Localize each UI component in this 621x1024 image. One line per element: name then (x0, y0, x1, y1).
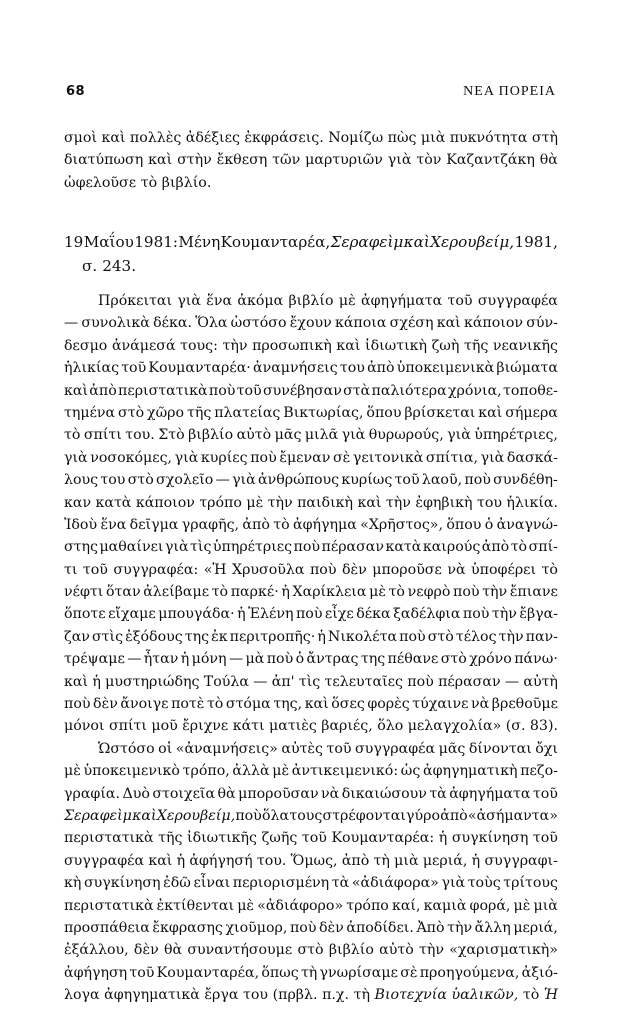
text-line: ἐξάλλου, δὲν θὰ συναντήσουμε στὸ βιβλίο αὐτὸ τὴν «χαρισματικὴ» (64, 942, 558, 959)
text-line: κὴ συγκίνηση ἐδῶ εἶναι περιορισμένη τὰ «ἀδιάφορα» γιὰ τοὺς τρίτους (64, 875, 558, 892)
text-line: προσπάθεια ἔκφρασης χιοῦμορ, ποὺ δὲν ἀποδίδει. Ἀπὸ τὴν ἄλλη μεριά, (64, 919, 558, 936)
text-line: τὸ σπίτι του. Στὸ βιβλίο αὐτὸ μᾶς μιλᾶ γιὰ θυρωρούς, γιὰ ὑπηρέτριες, (64, 427, 558, 444)
text-line: — συνολικὰ δέκα. Ὅλα ὡστόσο ἔχουν κάποια σχέση καὶ κάποιον σύν- (64, 315, 558, 332)
text-line: μόνοι σπίτι μοῦ ἔριχνε κάτι ματιὲς βαριές, ὅλο μελαγχολία» (σ. 83). (64, 718, 558, 735)
intro-paragraph (64, 127, 558, 194)
text-line: Ὡστόσο οἱ «ἀναμνήσεις» αὐτὲς τοῦ συγγραφέα μᾶς δίνονται ὄχι (98, 740, 558, 757)
text-line: ἡλικίας τοῦ Κουμανταρέα· ἀναμνήσεις του ἀπὸ ὑποκειμενικὰ βιώματα (64, 360, 558, 377)
page-number: 68 (66, 84, 86, 99)
text-line: περιστατικὰ τῆς ἰδιωτικῆς ζωῆς τοῦ Κουμανταρέα: ἡ συγκίνηση τοῦ (64, 830, 558, 847)
page-header (66, 84, 556, 104)
text-line: Πρόκειται γιὰ ἕνα ἀκόμα βιβλίο μὲ ἀφηγήματα τοῦ συγγραφέα (98, 293, 558, 309)
review-entry-heading (64, 230, 558, 278)
text-line: δεσμο ἀνάμεσά τους: τὴν προσωπικὴ καὶ ἰδιωτικὴ ζωὴ τῆς νεανικῆς (64, 337, 558, 354)
text-line: τρέψαμε — ἦταν ἡ μόνη — μὰ ποὺ ὁ ἄντρας της πέθανε στὸ χρόνο πάνω· (64, 651, 558, 668)
text-line: λους του στὸ σχολεῖο — γιὰ ἀνθρώπους κυρίως τοῦ λαοῦ, ποὺ συνδέθη- (64, 472, 558, 489)
text-line: σ. 243. (82, 257, 137, 275)
text-line: γιὰ νοσοκόμες, γιὰ κυρίες ποὺ ἔμεναν σὲ γειτονικὰ σπίτια, γιὰ δασκά- (64, 449, 558, 466)
text-line: μὲ ὑποκειμενικὸ τρόπο, ἀλλὰ μὲ ἀντικειμενικό: ὡς ἀφηγηματικὴ πεζο- (64, 763, 558, 780)
text-line: ὅποτε εἴχαμε μπουγάδα· ἡ Ἑλένη ποὺ εἶχε δέκα ξαδέλφια ποὺ τὴν ἔβγα- (64, 606, 558, 623)
text-line: καὶ ἀπὸ περιστατικὰ ποὺ τοῦ συνέβησαν στὰ παλιότερα χρόνια, τοποθε- (64, 382, 558, 399)
text-line: τι τοῦ συγγραφέα: «Ἡ Χρυσοῦλα ποὺ δὲν μποροῦσε νὰ ὑποφέρει τὸ (64, 561, 558, 578)
text-line: συγγραφέα καὶ ἡ ἀφήγησή του. Ὅμως, ἀπὸ τὴ μιὰ μεριά, ἡ συγγραφι- (64, 852, 558, 869)
text-line: καὶ ἡ μυστηριώδης Τούλα — ἀπ' τὶς τελευταῖες ποὺ πέρασαν — αὐτὴ (64, 673, 558, 690)
text-line: ζαν στὶς ἐξόδους της ἐκ περιτροπῆς· ἡ Νικολέτα ποὺ στὸ τέλος τὴν παν- (64, 628, 558, 645)
text-line: Ἰδοὺ ἕνα δεῖγμα γραφῆς, ἀπὸ τὸ ἀφήγημα «Χρῆστος», ὅπου ὁ ἀναγνώ- (64, 516, 558, 533)
text-line: λογα ἀφηγηματικὰ ἔργα του (πρβλ. π.χ. τὴ Βιοτεχνία ὑαλικῶν, τὸ Ἡ (64, 987, 558, 1004)
text-line: νέφτι ὅταν ἀλείβαμε τὸ παρκέ· ἡ Χαρίκλεια μὲ τὸ νεφρὸ ποὺ τὴν ἔπιανε (64, 584, 558, 601)
text-line: περιστατικὰ ἐκτίθενται μὲ «ἀδιάφορο» τρόπο καί, καμιὰ φορά, μὲ μιὰ (64, 897, 558, 914)
text-line: Σεραφεὶμ καὶ Χερουβείμ, ποὺ ὅλα τους στρέφονται γύρο ἀπὸ «ἀσήμαντα» (64, 807, 558, 824)
text-line: ποὺ δὲν ἄνοιγε ποτὲ τὸ στόμα της, καὶ ὅσες φορὲς τύχαινε νὰ βρεθοῦμε (64, 696, 558, 713)
text-line: τημένα στὸ χῶρο τῆς πλατείας Βικτωρίας, ὅπου βρίσκεται καὶ σήμερα (64, 404, 558, 421)
text-line: 19 Μαΐου 1981: Μένη Κουμανταρέα, Σεραφεὶμ καὶ Χερουβείμ, 1981, (64, 233, 558, 251)
running-title: ΝΕΑ ΠΟΡΕΙΑ (463, 84, 556, 99)
text-line: ὠφελοῦσε τὸ βιβλίο. (64, 174, 212, 191)
text-line: διατύπωση καὶ στὴν ἔκθεση τῶν μαρτυριῶν γιὰ τὸν Καζαντζάκη θὰ (64, 152, 558, 169)
text-line: καν κατὰ κάποιον τρόπο μὲ τὴν παιδικὴ καὶ τὴν ἐφηβικὴ του ἡλικία. (64, 494, 558, 511)
text-line: στης μαθαίνει γιὰ τὶς ὑπηρέτριες ποὺ πέρασαν κατὰ καιρούς ἀπὸ τὸ σπί- (64, 539, 558, 556)
text-line: γραφία. Δυὸ στοιχεῖα θὰ μποροῦσαν νὰ δικαιώσουν τὰ ἀφηγήματα τοῦ (64, 785, 558, 802)
text-line: σμοὶ καὶ πολλὲς ἀδέξιες ἐκφράσεις. Νομίζω πὼς μιὰ πυκνότητα στὴ (64, 130, 558, 146)
review-body (64, 290, 558, 1007)
text-line: ἀφήγηση τοῦ Κουμανταρέα, ὅπως τὴ γνωρίσαμε σὲ προηγούμενα, ἀξιό- (64, 964, 558, 981)
